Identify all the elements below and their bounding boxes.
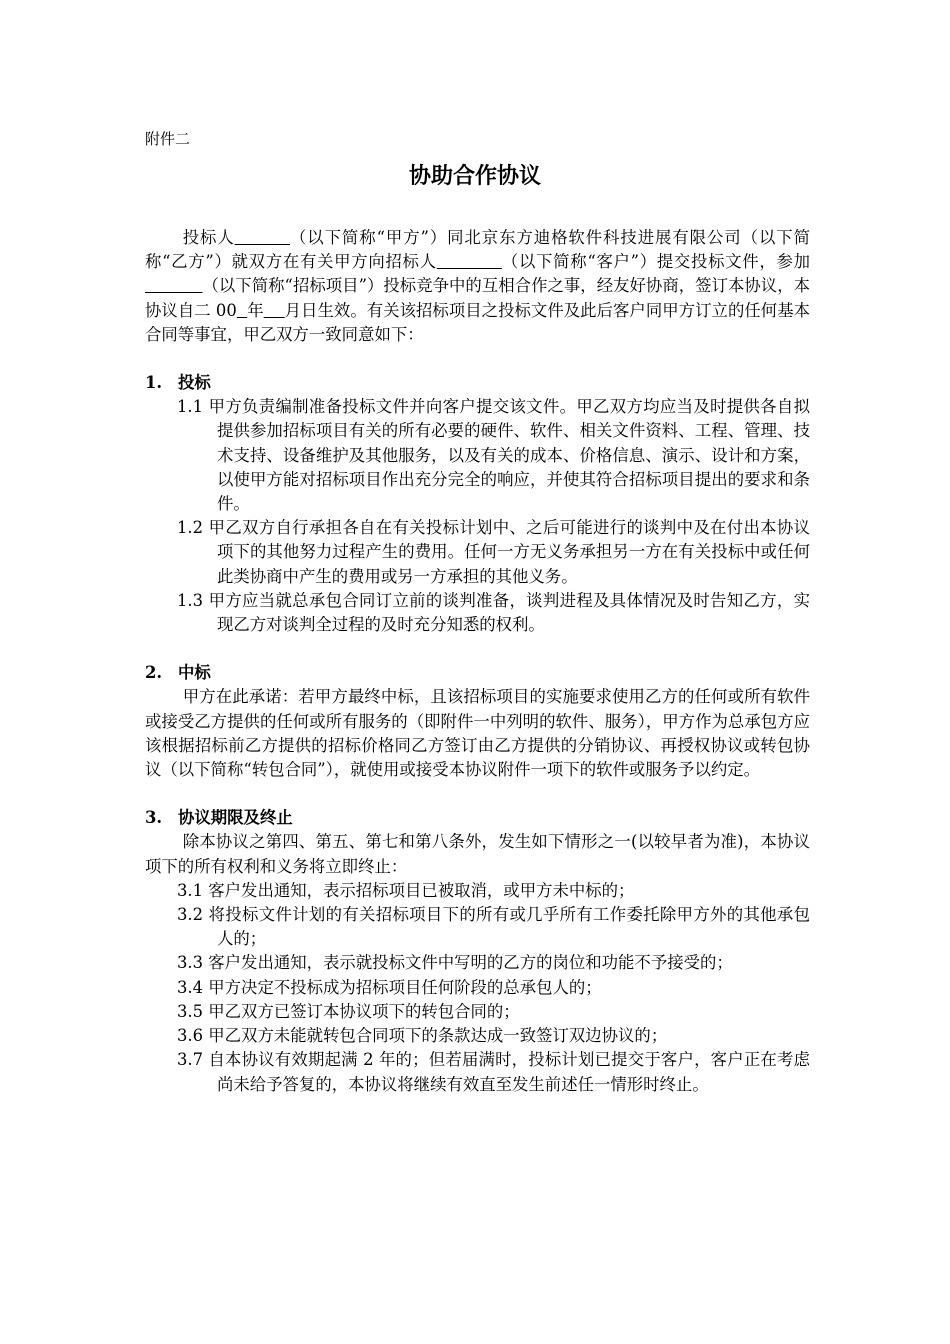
section-1 (145, 371, 810, 637)
intro-text: （以下简称“招标项目”）投标竞争中的互相合作之事，经友好协商，签订本协议，本协议自二 00 (145, 276, 810, 320)
clause-item: 3.1 客户发出通知，表示招标项目已被取消，或甲方未中标的； (177, 880, 635, 900)
clause-item: 3.3 客户发出通知，表示就投标文件中写明的乙方的岗位和功能不予接受的； (177, 953, 733, 973)
year-blank (237, 301, 247, 320)
section-number: 3. (145, 808, 163, 828)
attachment-label: 附件二 (145, 130, 191, 148)
clause-item: 3.6 甲乙双方未能就转包合同项下的条款达成一致签订双边协议的； (177, 1026, 668, 1046)
clause-item: 1.1 甲方负责编制准备投标文件并向客户提交该文件。甲乙双方均应当及时提供各自拟提供参加招标项目有关的所有必要的硬件、软件、相关文件资料、工程、管理、技术支持、设备维护及其他服务，以及有关的成本、价格信息、演示、设计和方案，以使甲方能对招标项目作出充分完全的响应，并使其符合招标项目提出的要求和条件。 (177, 397, 810, 514)
clause-item: 3.4 甲方决定不投标成为招标项目任何阶段的总承包人的； (177, 977, 602, 997)
document-title: 协助合作协议 (408, 163, 541, 189)
section-heading (145, 806, 810, 830)
intro-text: 月日生效。有关该招标项目之投标文件及此后客户同甲方订立的任何基本合同等事宜，甲乙双方一致同意如下： (145, 300, 811, 344)
section-number: 2. (145, 663, 163, 683)
intro-text: （以下简称“客户”）提交投标文件，参加 (501, 252, 810, 272)
bidder-blank (235, 228, 290, 247)
section-number: 1. (145, 373, 163, 393)
section-title: 中标 (178, 663, 211, 683)
section-title: 协议期限及终止 (178, 808, 293, 828)
document-body (145, 226, 810, 1097)
clause-item: 1.2 甲乙双方自行承担各自在有关投标计划中、之后可能进行的谈判中及在付出本协议项下的其他努力过程产生的费用。任何一方无义务承担另一方在有关投标中或任何此类协商中产生的费用或另一方承担的其他义务。 (177, 518, 810, 586)
intro-text: （以下简称“甲方”）同北京东方迪格软件科技进展有限公司（以下简称“乙方”）就双方在有关甲方向招标人 (145, 228, 810, 272)
section-paragraph: 甲方在此承诺：若甲方最终中标，且该招标项目的实施要求使用乙方的任何或所有软件或接受乙方提供的任何或所有服务的（即附件一中列明的软件、服务），甲方作为总承包方应该根据招标前乙方提供的招标价格同乙方签订由乙方提供的分销协议、再授权协议或转包协议（以下简称“转包合同”），就使用或接受本协议附件一项下的软件或服务予以约定。 (145, 687, 810, 780)
section-heading (145, 371, 810, 395)
clause-item: 3.7 自本协议有效期起满 2 年的；但若届满时，投标计划已提交于客户，客户正在考虑尚未给予答复的，本协议将继续有效直至发生前述任一情形时终止。 (177, 1050, 810, 1094)
clause-item: 1.3 甲方应当就总承包合同订立前的谈判准备，谈判进程及具体情况及时告知乙方，实现乙方对谈判全过程的及时充分知悉的权利。 (177, 590, 810, 635)
section-paragraph: 除本协议之第四、第五、第七和第八条外，发生如下情形之一(以较早者为准)，本协议项下的所有权利和义务将立即终止： (145, 832, 810, 876)
section-3 (145, 806, 810, 1096)
intro-text: 年 (247, 300, 264, 320)
intro-paragraph (145, 226, 810, 347)
section-2 (145, 661, 810, 782)
tenderer-blank (437, 252, 502, 271)
clause-item: 3.5 甲乙双方已签订本协议项下的转包合同的； (177, 1001, 520, 1021)
section-heading (145, 661, 810, 685)
project-blank (145, 276, 203, 295)
intro-text: 投标人 (182, 228, 235, 247)
section-title: 投标 (178, 373, 211, 393)
month-blank (264, 301, 285, 320)
clause-item: 3.2 将投标文件计划的有关招标项目下的所有或几乎所有工作委托除甲方外的其他承包人的； (177, 905, 810, 949)
